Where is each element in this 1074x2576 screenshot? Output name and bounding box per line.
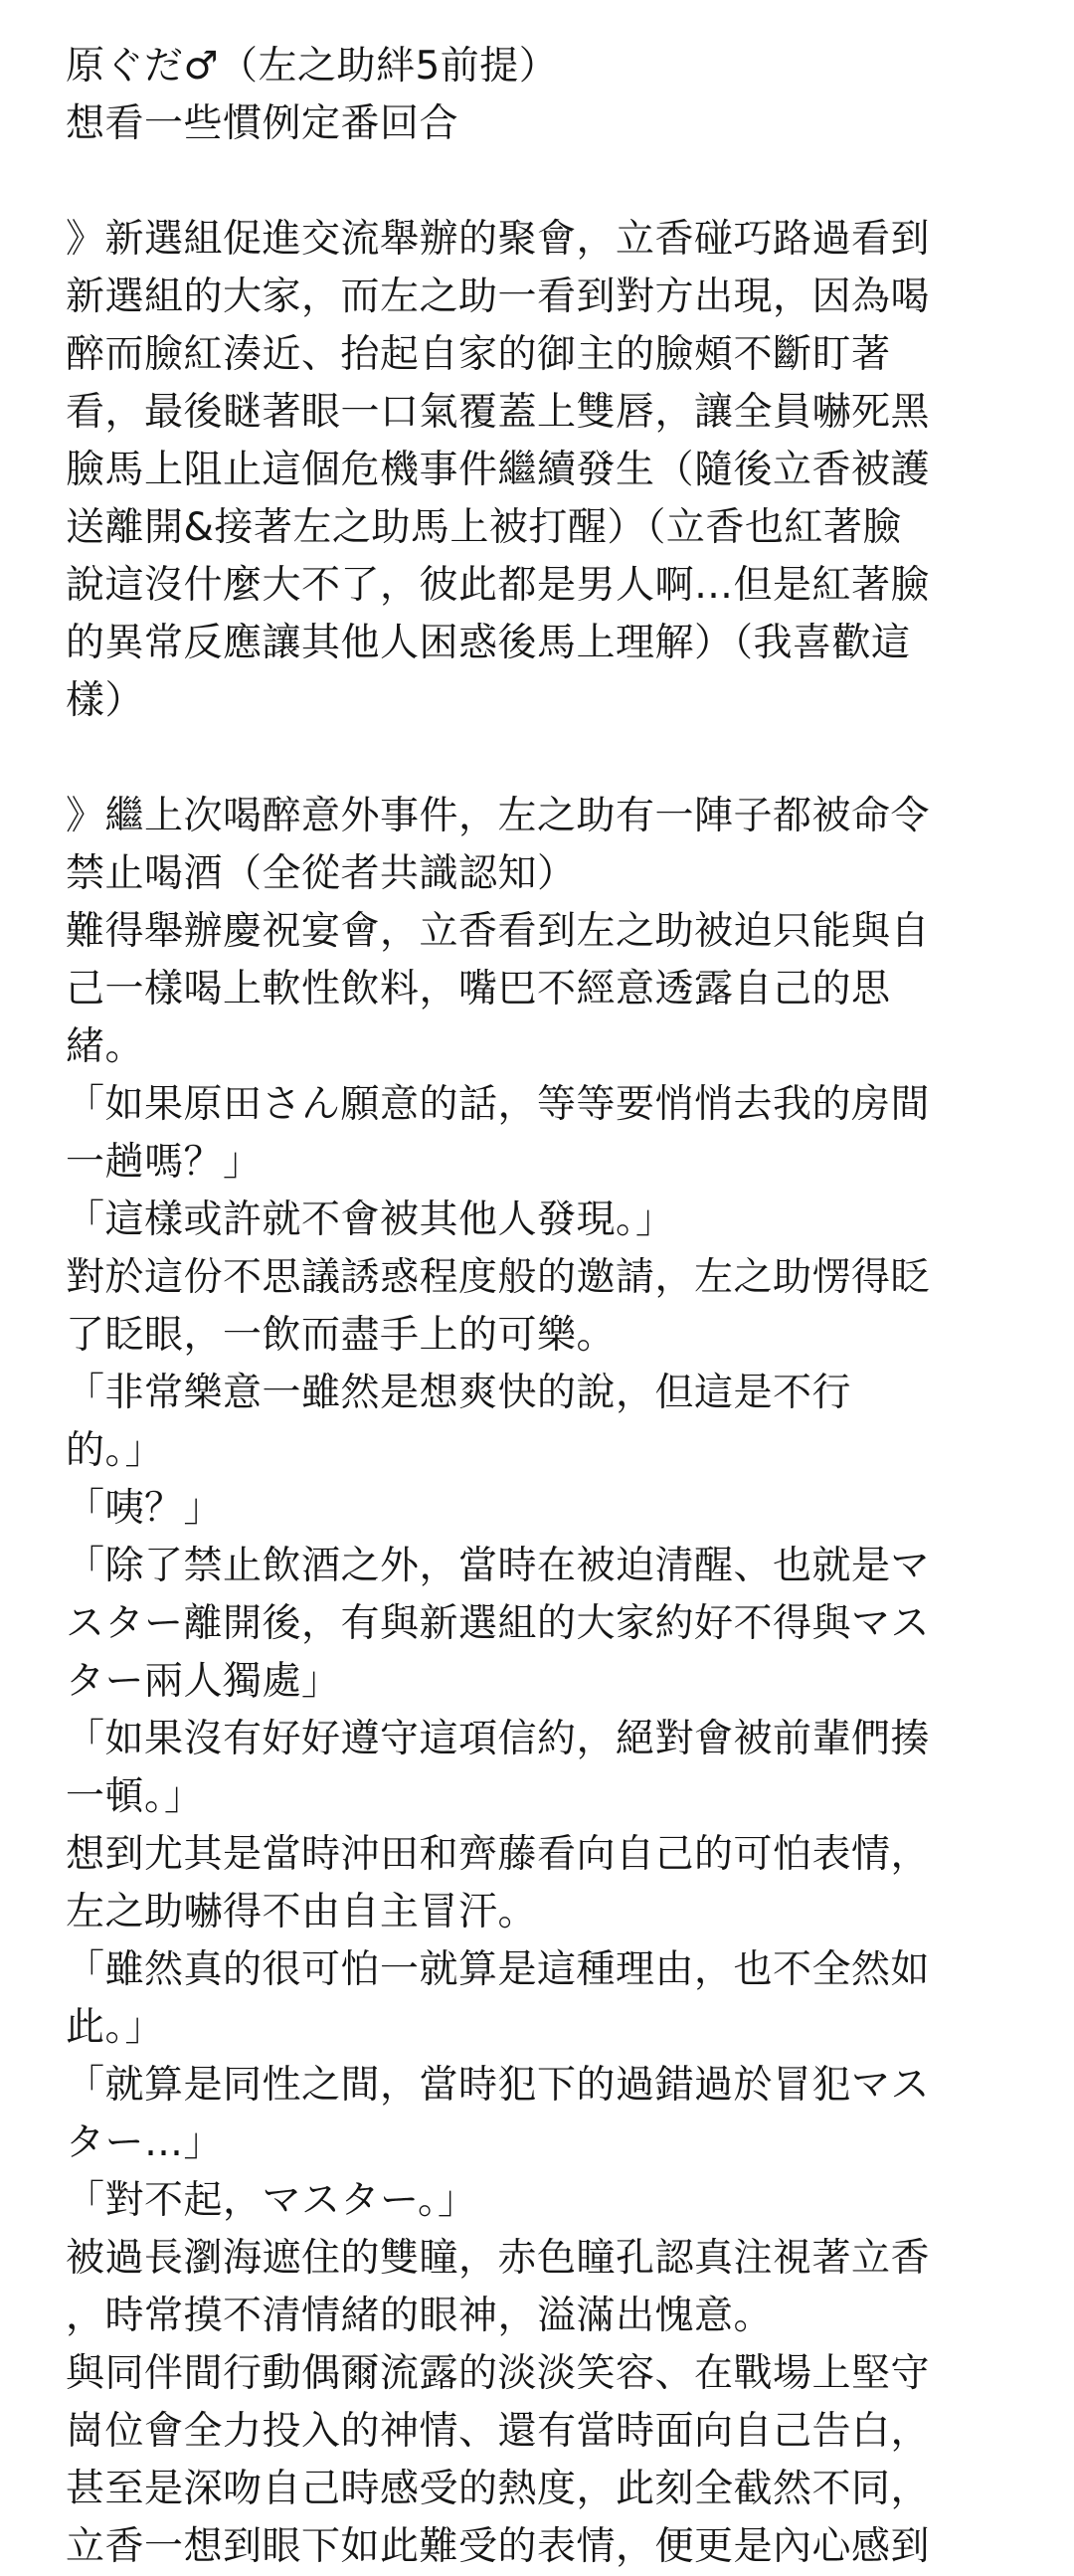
text-line: 看，最後瞇著眼一口氣覆蓋上雙唇，讓全員嚇死黑 (66, 390, 931, 435)
text-line: 此。」 (66, 2005, 165, 2050)
text-line: 「咦？」 (66, 1486, 224, 1531)
text-line: 》繼上次喝醉意外事件，左之助有一陣子都被命令 (66, 794, 931, 838)
text-line: 緒。 (66, 1024, 145, 1069)
text-line: 甚至是深吻自己時感受的熱度，此刻全截然不同， (66, 2467, 931, 2511)
text-line: 立香一想到眼下如此難受的表情，便更是內心感到 (66, 2524, 931, 2569)
text-line: 》新選組促進交流舉辦的聚會，立香碰巧路過看到 (66, 217, 931, 262)
text-line: 想看一些慣例定番回合 (66, 101, 459, 146)
text-line: 的異常反應讓其他人困惑後馬上理解）（我喜歡這 (66, 621, 911, 665)
text-line: 被過長瀏海遮住的雙瞳，赤色瞳孔認真注視著立香 (66, 2236, 931, 2281)
text-line: 「除了禁止飲酒之外，當時在被迫清醒、也就是マ (66, 1544, 931, 1588)
text-line: 臉馬上阻止這個危機事件繼續發生（隨後立香被護 (66, 448, 931, 492)
text-line: ，時常摸不清情緒的眼神，溢滿出愧意。 (66, 2294, 774, 2338)
text-line: ター…」 (66, 2120, 224, 2165)
text-line: 說這沒什麼大不了，彼此都是男人啊…但是紅著臉 (66, 563, 931, 608)
text-line: 「雖然真的很可怕一就算是這種理由，也不全然如 (66, 1947, 931, 1992)
text-line: 「如果沒有好好遵守這項信約，絕對會被前輩們揍 (66, 1717, 931, 1761)
text-line: 了眨眼，一飲而盡手上的可樂。 (66, 1313, 617, 1358)
text-line: 禁止喝酒（全從者共識認知） (66, 851, 577, 896)
text-line: 新選組的大家，而左之助一看到對方出現，因為喝 (66, 275, 931, 319)
text-line: 的。」 (66, 1428, 165, 1473)
note-body (66, 38, 1010, 2576)
text-line: 「對不起，マスター。」 (66, 2178, 477, 2223)
text-line: 對於這份不思議誘惑程度般的邀請，左之助愣得眨 (66, 1255, 931, 1300)
blank-line (66, 730, 1010, 788)
text-line: 原ぐだ♂（左之助絆5前提） (66, 44, 559, 89)
text-line: 一頓。」 (66, 1774, 204, 1819)
text-line: 想到尤其是當時沖田和齊藤看向自己的可怕表情， (66, 1832, 931, 1877)
text-line: 醉而臉紅湊近、抬起自家的御主的臉頰不斷盯著 (66, 332, 891, 377)
text-line: 送離開&接著左之助馬上被打醒）（立香也紅著臉 (66, 505, 902, 550)
text-line: 崗位會全力投入的神情、還有當時面向自己告白， (66, 2409, 931, 2454)
text-line: 「如果原田さん願意的話，等等要悄悄去我的房間 (66, 1082, 931, 1127)
text-line: 左之助嚇得不由自主冒汗。 (66, 1890, 538, 1934)
text-line: スター離開後，有與新選組的大家約好不得與マス (66, 1601, 931, 1646)
text-line: 「就算是同性之間，當時犯下的過錯過於冒犯マス (66, 2063, 931, 2108)
text-line: ター兩人獨處」 (66, 1659, 341, 1704)
text-line: 一趟嗎？」 (66, 1140, 263, 1185)
text-line: 難得舉辦慶祝宴會，立香看到左之助被迫只能與自 (66, 909, 931, 954)
text-line: 「這樣或許就不會被其他人發現。」 (66, 1197, 675, 1242)
blank-line (66, 153, 1010, 211)
text-line: 與同伴間行動偶爾流露的淡淡笑容、在戰場上堅守 (66, 2351, 931, 2396)
text-line: 樣） (66, 678, 145, 723)
text-line: 「非常樂意一雖然是想爽快的說，但這是不行 (66, 1371, 852, 1415)
text-line: 己一樣喝上軟性飲料，嘴巴不經意透露自己的思 (66, 967, 891, 1012)
